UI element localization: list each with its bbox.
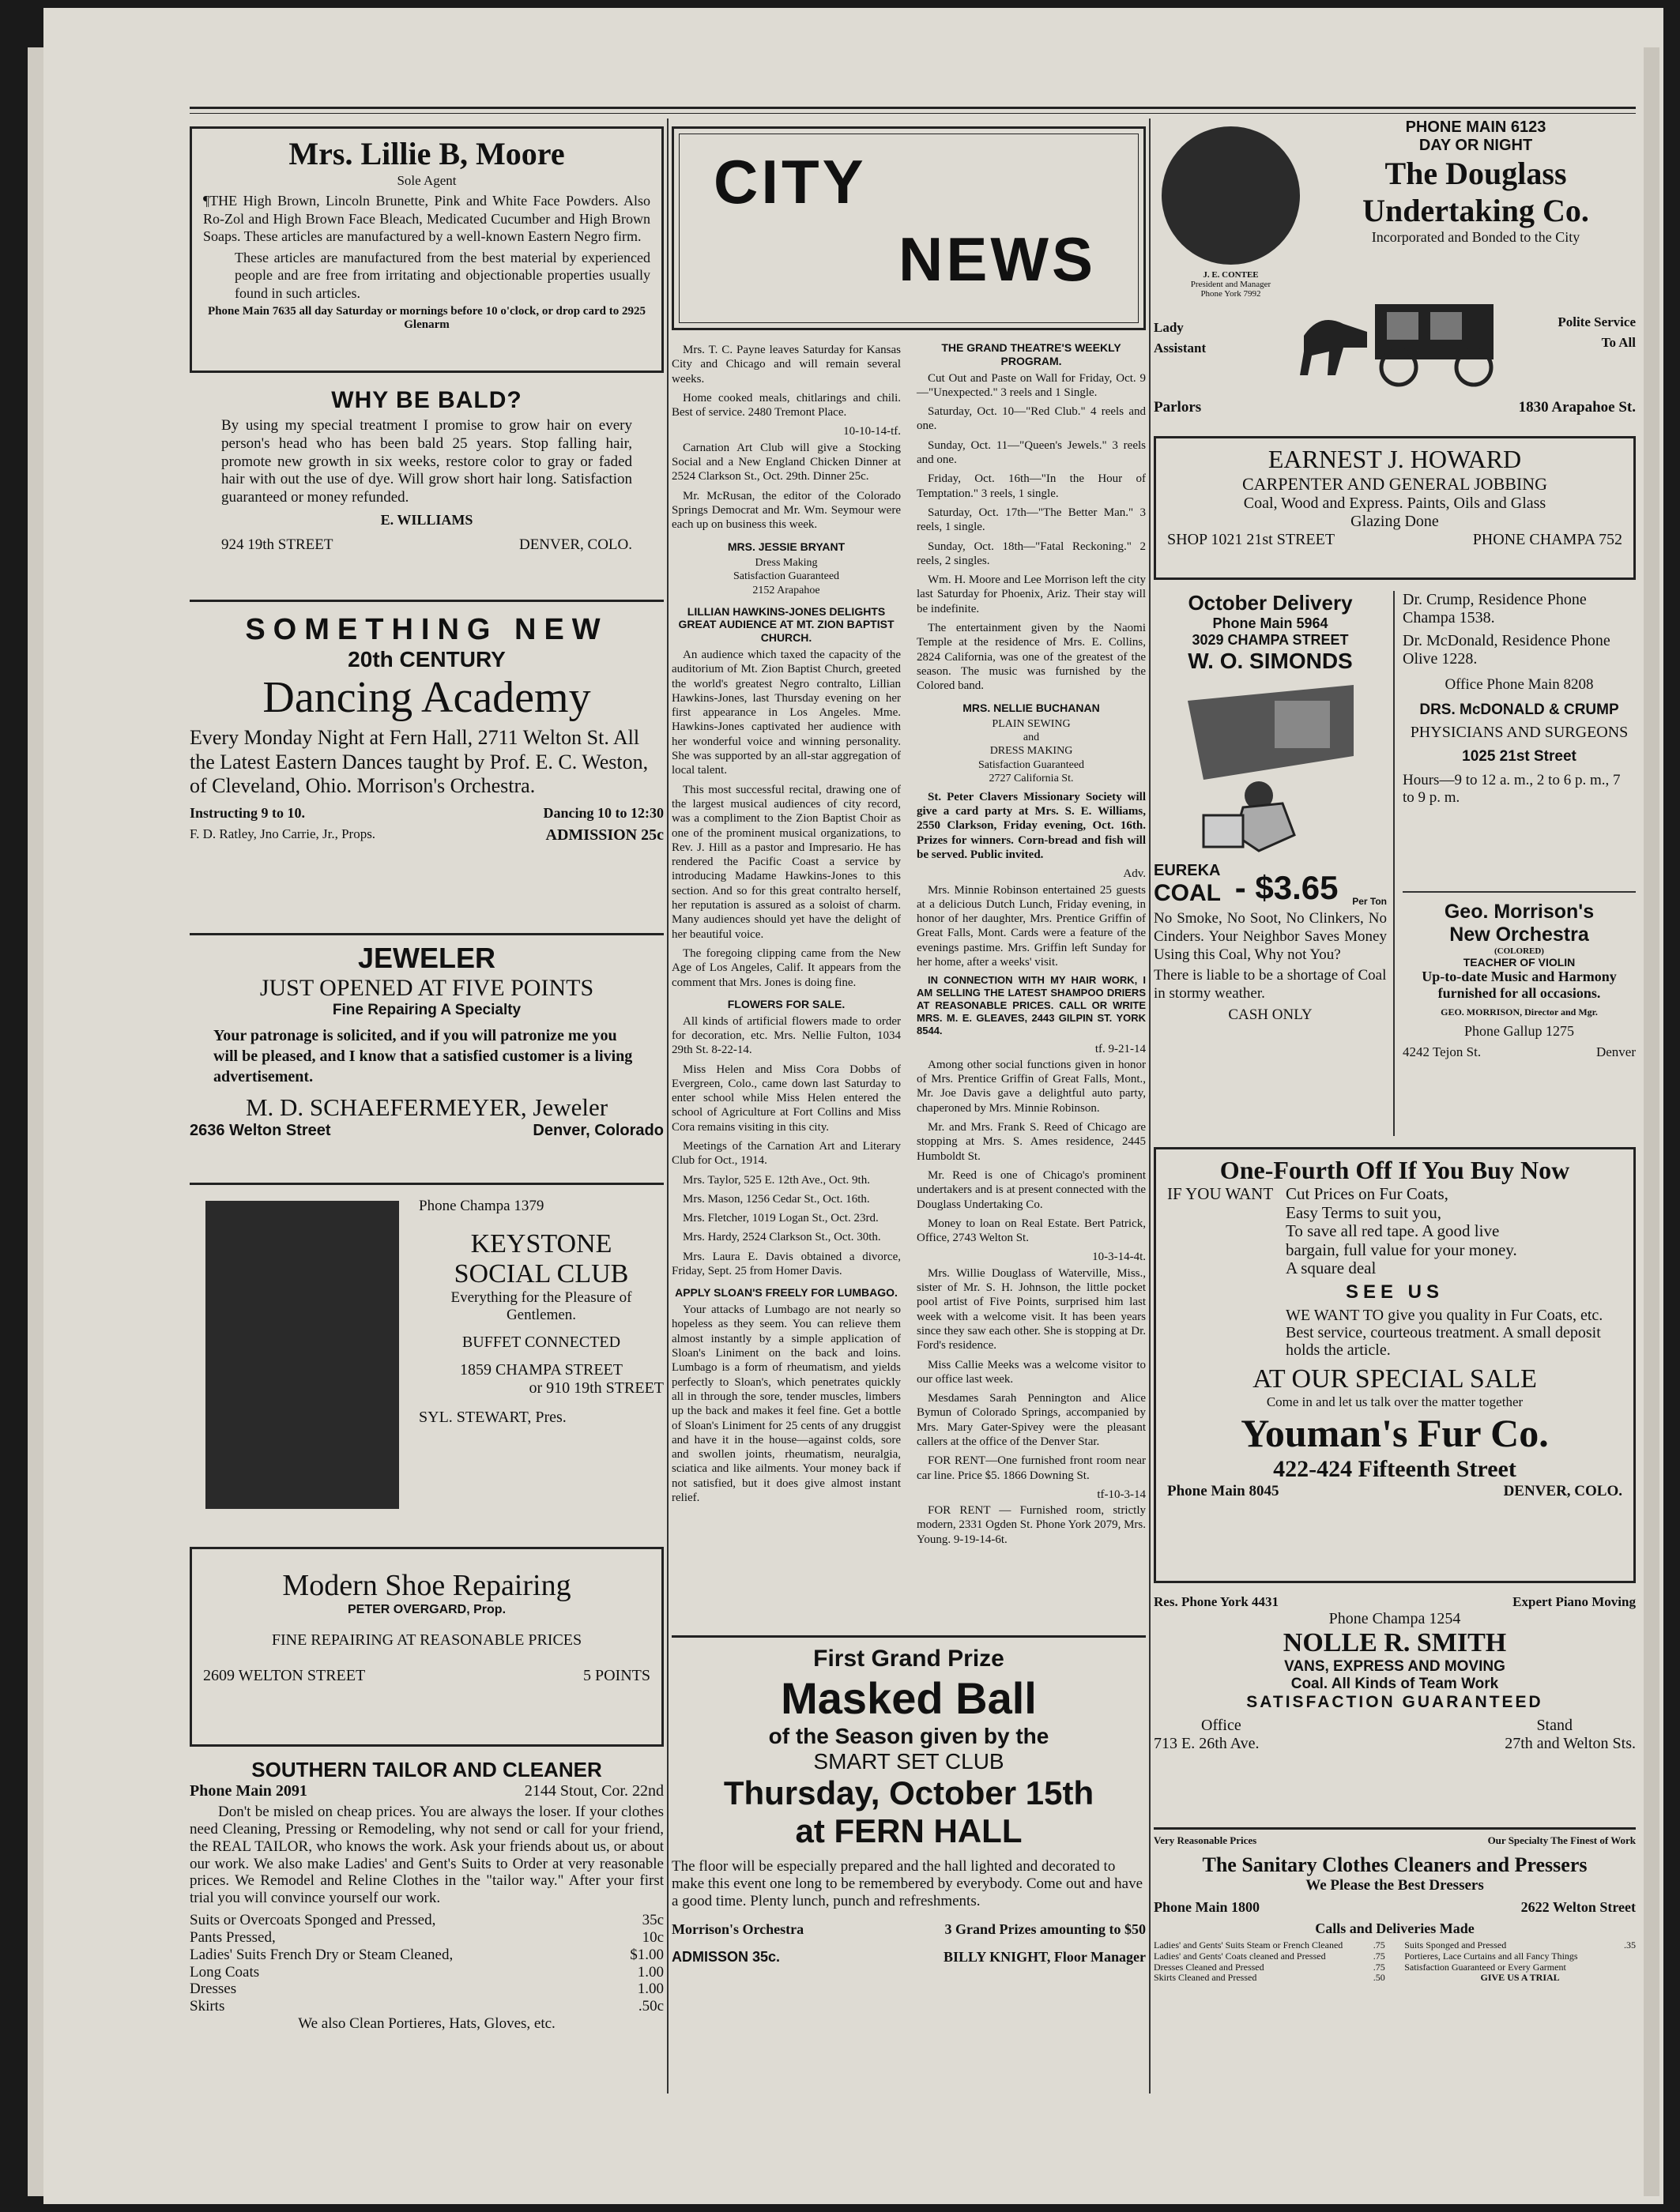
news-item: Sunday, Oct. 11—"Queen's Jewels." 3 reels and one. [917, 438, 1146, 467]
news-item: Mrs. Fletcher, 1019 Logan St., Oct. 23rd. [683, 1212, 879, 1225]
news-item: Meetings of the Carnation Art and Literary Club for Oct., 1914. [672, 1139, 901, 1168]
news-item-adv: Adv. [1123, 867, 1146, 881]
jeweler-opened: JUST OPENED AT FIVE POINTS [259, 975, 594, 1001]
ad-douglass [1154, 118, 1636, 427]
keystone-address-2: or 910 19th STREET [529, 1379, 664, 1397]
howard-jobbing: CARPENTER AND GENERAL JOBBING [1241, 474, 1548, 494]
ad-dance [190, 600, 664, 933]
top-rule-2 [190, 113, 1636, 114]
shoe-fine: FINE REPAIRING AT REASONABLE PRICES [271, 1631, 582, 1649]
tailor-price-row: Long Coats 1.00 [190, 1963, 664, 1981]
orchestra-address: 4242 Tejon St. [1403, 1044, 1482, 1059]
fur-phone: Phone Main 8045 [1167, 1482, 1279, 1499]
doctors-address: 1025 21st Street [1462, 748, 1576, 765]
fur-line: A square deal [1286, 1258, 1377, 1278]
dance-hours: Dancing 10 to 12:30 [543, 805, 664, 822]
news-item-date: tf. 9-21-14 [1094, 1042, 1146, 1055]
sanitary-address: 2622 Welton Street [1520, 1899, 1636, 1915]
shoe-points: 5 POINTS [582, 1667, 650, 1684]
howard-shop: SHOP 1021 21st STREET [1167, 531, 1335, 548]
bryant-line: Satisfaction Guaranteed [733, 570, 840, 583]
news-item: The foregoing clipping came from the New Age of Los Angeles, Calif. It appears from the comment that Mrs. Jones is doing fine. [672, 946, 901, 989]
fur-want: IF YOU WANT [1167, 1184, 1274, 1203]
jeweler-address: 2636 Welton Street [190, 1122, 331, 1139]
keystone-president: SYL. STEWART, Pres. [419, 1409, 567, 1426]
smith-office-address: 713 E. 26th Ave. [1154, 1735, 1260, 1752]
column-left [190, 126, 664, 2074]
fur-line: Cut Prices on Fur Coats, [1286, 1184, 1448, 1203]
contee-phone: Phone York 7992 [1200, 289, 1261, 299]
news-item: IN CONNECTION WITH MY HAIR WORK, I AM SELLING THE LATEST SHAMPOO DRIERS AT REASONABLE PRICES. CALL OR WRITE MRS. M. E. GLEAVES, 2443 GILPIN ST. YORK 8544. [917, 974, 1146, 1036]
news-column-b [917, 341, 1146, 1759]
sanitary-specialty: Our Specialty The Finest of Work [1487, 1834, 1636, 1846]
sanitary-price-row: Portieres, Lace Curtains and all Fancy Things [1404, 1950, 1578, 1962]
news-item: Home cooked meals, chitlarings and chili. Best of service. 2480 Tremont Place. [672, 391, 901, 419]
news-item: Mrs. Mason, 1256 Cedar St., Oct. 16th. [683, 1192, 870, 1206]
ball-title: Masked Ball [781, 1673, 1037, 1723]
simonds-name: W. O. SIMONDS [1188, 649, 1353, 673]
buchanan-name: MRS. NELLIE BUCHANAN [962, 701, 1100, 714]
tailor-price-row: Dresses 1.00 [190, 1981, 664, 1998]
news-item: Wm. H. Moore and Lee Morrison left the city last Saturday for Phoenix, Ariz. Their stay will be indefinite. [917, 574, 1146, 615]
news-item: Mesdames Sarah Pennington and Alice Bymun of Colorado Springs, accompanied by Mrs. Mary Gater-Spivey were the pleasant callers at the office of the Denver Star. [917, 1392, 1146, 1448]
buchanan-line: DRESS MAKING [989, 745, 1073, 758]
ball-prize: First Grand Prize [813, 1646, 1004, 1672]
news-item: Your attacks of Lumbago are not nearly so hopeless as they seem. You can relieve them almost instantly by a simple application of Sloan's Liniment on the back and loins. Lumbago is a form of rheumatism, and yields perfectly to Sloan's, which penetrates quickly all in through the sore, tender muscles, limbers up the back and makes it feel fine. Get a bottle of Sloan's Liniment for 25 cents of any druggist and have it in the house—against colds, sore and swollen joints, rheumatism, neuralgia, sciatica and like ailments. Your money back if not satisfied, but it does give almost instant relief. [672, 1304, 901, 1505]
tailor-address: 2144 Stout, Cor. 22nd [524, 1782, 664, 1800]
douglass-title-2: Undertaking Co. [1362, 193, 1589, 228]
news-item: Mrs. Taylor, 525 E. 12th Ave., Oct. 9th. [683, 1173, 870, 1187]
douglass-assistant: Assistant [1154, 340, 1207, 356]
tailor-price-row: Ladies' Suits French Dry or Steam Cleaned, $1.00 [190, 1946, 664, 1963]
sanitary-price-row: Satisfaction Guaranteed or Every Garment [1404, 1961, 1566, 1973]
tailor-phone: Phone Main 2091 [190, 1782, 307, 1800]
sanitary-phone: Phone Main 1800 [1154, 1899, 1260, 1915]
smith-office-label: Office [1201, 1717, 1241, 1734]
buchanan-line: PLAIN SEWING [992, 718, 1071, 731]
tailor-title: SOUTHERN TAILOR AND CLEANER [251, 1758, 602, 1781]
ball-manager: BILLY KNIGHT, Floor Manager [943, 1948, 1146, 1965]
orchestra-violin: TEACHER OF VIOLIN [1463, 956, 1576, 969]
dance-instruct: Instructing 9 to 10. [190, 805, 306, 822]
smith-name: NOLLE R. SMITH [1283, 1628, 1507, 1657]
doctor-mcdonald-phone: Dr. McDonald, Residence Phone Olive 1228. [1403, 632, 1610, 668]
ball-season: of the Season given by the [768, 1724, 1049, 1748]
fur-want-to: WE WANT TO give you quality in Fur Coats, etc. Best service, courteous treatment. A small deposit holds the article. [1286, 1306, 1603, 1360]
news-headline: APPLY SLOAN'S FREELY FOR LUMBAGO. [675, 1286, 898, 1300]
orchestra-director: GEO. MORRISON, Director and Mgr. [1441, 1006, 1598, 1018]
news-item: An audience which taxed the capacity of the auditorium of Mt. Zion Baptist Church, greeted the world's greatest Negro contralto, Lillian Hawkins-Jones, last Thursday evening on her first appearance in Los Angeles. Mme. Hawkins-Jones captivated her audience with her wonderful voice and winning personality. She was supported by an all-star aggregation of local talent. [672, 648, 901, 777]
bryant-line: 2152 Arapahoe [752, 584, 820, 596]
howard-name: EARNEST J. HOWARD [1268, 445, 1522, 473]
ad-masked-ball [672, 1635, 1146, 2120]
ad-bald [190, 384, 664, 600]
news-item: Mrs. Minnie Robinson entertained 25 guests at a delicious Dutch Lunch, Friday evening, in honor of her daughter, Mrs. Prentice Griffin of Great Falls, Mont. Cards were a feature of the evenings pastime. Mrs. Griffin left Sunday for her home, after a weeks' visit. [917, 883, 1146, 969]
ball-admission: ADMISSON 35c. [672, 1948, 781, 1965]
ad-simonds [1154, 591, 1395, 1136]
orchestra-title: New Orchestra [1449, 924, 1589, 946]
fur-city: DENVER, COLO. [1503, 1482, 1622, 1499]
news-item: Sunday, Oct. 18th—"Fatal Reckoning." 2 reels, 2 singles. [917, 540, 1146, 567]
simonds-phone: Phone Main 5964 [1212, 615, 1328, 631]
ad-smith [1154, 1594, 1636, 1827]
sanitary-price-row: Suits Sponged and Pressed .35 [1404, 1939, 1636, 1951]
doctors-name: DRS. McDONALD & CRUMP [1419, 702, 1619, 718]
ad-moore [190, 126, 664, 373]
doctors-hours: Hours—9 to 12 a. m., 2 to 6 p. m., 7 to 9 p. m. [1403, 772, 1621, 806]
dance-headline: SOMETHING NEW [245, 613, 608, 646]
city-news-masthead [672, 126, 1146, 330]
news-item: Mr. McRusan, the editor of the Colorado Springs Democrat and Mr. Wm. Seymour were each up on business this week. [672, 489, 901, 532]
moore-agent: Sole Agent [397, 173, 457, 188]
doctors-office-phone: Office Phone Main 8208 [1445, 676, 1594, 693]
ad-shoe [190, 1547, 664, 1747]
news-word: NEWS [898, 224, 1096, 294]
news-headline: LILLIAN HAWKINS-JONES DELIGHTS GREAT AUDIENCE AT MT. ZION BAPTIST CHURCH. [678, 604, 895, 645]
fur-address: 422-424 Fifteenth Street [1273, 1455, 1516, 1482]
column-rule-1 [667, 118, 669, 2094]
bryant-line: Dress Making [755, 557, 818, 570]
contee-portrait [1162, 126, 1300, 265]
simonds-october: October Delivery [1188, 591, 1353, 615]
tailor-price-row: Skirts .50c [190, 1998, 664, 2015]
douglass-parlors: Parlors [1154, 399, 1202, 416]
column-middle [672, 126, 1146, 1759]
smith-coal: Coal. All Kinds of Team Work [1290, 1676, 1499, 1692]
smith-stand-address: 27th and Welton Sts. [1505, 1735, 1636, 1752]
tailor-footer: We also Clean Portieres, Hats, Gloves, etc. [298, 2015, 556, 2033]
ad-tailor [190, 1758, 664, 2074]
news-item-date: tf-10-3-14 [1097, 1488, 1146, 1501]
news-item: Mrs. Hardy, 2524 Clarkson St., Oct. 30th. [683, 1231, 881, 1244]
news-item: Mrs. Willie Douglass of Waterville, Miss., sister of Mr. S. H. Johnson, the little pocket pool artist of Five Points, surprised him last week with a welcome visit. It has been years since they saw each other. She is stopping at Dr. Ford's residence. [917, 1266, 1146, 1352]
bryant-name: MRS. JESSIE BRYANT [727, 540, 846, 553]
smith-satisfaction: SATISFACTION GUARANTEED [1246, 1693, 1543, 1711]
contee-role: President and Manager [1190, 280, 1271, 290]
sanitary-trial: GIVE US A TRIAL [1480, 1972, 1560, 1984]
simonds-eureka: EUREKA [1154, 862, 1221, 879]
dance-title: Dancing Academy [262, 673, 591, 722]
coal-cart-icon [1156, 677, 1385, 859]
douglass-address: 1830 Arapahoe St. [1518, 399, 1636, 416]
douglass-day: DAY OR NIGHT [1418, 137, 1533, 154]
column-right [1154, 118, 1636, 2056]
news-item: Mr. Reed is one of Chicago's prominent undertakers and is at present connected with the Douglass Undertaking Co. [917, 1168, 1146, 1211]
simonds-address: 3029 CHAMPA STREET [1192, 632, 1349, 648]
news-item: St. Peter Clavers Missionary Society will give a card party at Mrs. S. E. Williams, 2550 Clarkson, Friday evening, Oct. 16th. Prizes for winners. Corn-bread and fish will be served. Public invited. [917, 790, 1146, 861]
buchanan-line: 2727 California St. [989, 772, 1074, 784]
page-edge-left [28, 47, 43, 2196]
douglass-phone: PHONE MAIN 6123 [1405, 118, 1546, 136]
news-item: Carnation Art Club will give a Stocking Social and a New England Chicken Dinner at 2524 Clarkson St., Oct. 29th. Dinner 25c. [672, 441, 901, 483]
fur-line: Easy Terms to suit you, [1286, 1202, 1442, 1222]
tailor-price-row: Suits or Overcoats Sponged and Pressed, 35c [190, 1912, 664, 1929]
simonds-cash: CASH ONLY [1228, 1006, 1313, 1023]
ball-date: Thursday, October 15th [723, 1774, 1094, 1811]
shoe-address: 2609 WELTON STREET [203, 1667, 366, 1684]
ball-body: The floor will be especially prepared and the hall lighted and decorated to make this event one long to be remembered by everybody. Come out and have a good time. Plenty lunch, punch and refreshments. [672, 1858, 1143, 1909]
sanitary-please: We Please the Best Dressers [1305, 1877, 1484, 1894]
sanitary-calls: Calls and Deliveries Made [1315, 1920, 1475, 1936]
orchestra-colored: (COLORED) [1494, 946, 1544, 956]
shoe-prop: PETER OVERGARD, Prop. [347, 1603, 507, 1616]
fur-come-in: Come in and let us talk over the matter together [1266, 1394, 1524, 1409]
fur-see-us: SEE US [1345, 1281, 1445, 1303]
smith-res-phone: Res. Phone York 4431 [1154, 1594, 1279, 1609]
sanitary-price-row: Skirts Cleaned and Pressed .50 [1154, 1972, 1385, 1984]
douglass-incorporated: Incorporated and Bonded to the City [1371, 229, 1580, 245]
bald-name: E. WILLIAMS [380, 511, 473, 528]
news-item: FOR RENT—One furnished front room near car line. Price $5. 1866 Downing St. [917, 1454, 1146, 1482]
smith-vans: VANS, EXPRESS AND MOVING [1284, 1658, 1505, 1675]
dance-century: 20th CENTURY [348, 647, 506, 672]
news-item: Miss Helen and Miss Cora Dobbs of Evergreen, Colo., came down last Saturday to enter school while Miss Helen entered the school of Agriculture at Fort Collins and Miss Cora remains visiting in this city. [672, 1063, 901, 1134]
ball-orchestra: Morrison's Orchestra [672, 1920, 804, 1937]
ad-youman-fur [1154, 1147, 1636, 1583]
news-column-a [672, 341, 901, 1759]
tailor-body: Don't be misled on cheap prices. You are always the loser. If your clothes need Cleaning, Pressing or Remodeling, why not send or call for your friend, the REAL TAILOR, who knows the work. Ask your friends about us, or about our work. We also make Ladies' and Gent's Suits to Order at very reasonable prices. We Remodel and Reline Clothes in the "tailor way." After your first trial you will convince yourself our work. [190, 1804, 664, 1907]
simonds-per-ton: Per Ton [1352, 896, 1387, 907]
news-item-date: 10-3-14-4t. [1092, 1251, 1146, 1264]
news-item: Mrs. Laura E. Davis obtained a divorce, Friday, Sept. 25 from Homer Davis. [672, 1250, 901, 1278]
page-edge-right [1644, 47, 1659, 2196]
top-rule [190, 107, 1636, 109]
smith-expert: Expert Piano Moving [1512, 1594, 1636, 1609]
jeweler-city: Denver, Colorado [533, 1122, 664, 1139]
ad-doctors [1403, 591, 1636, 893]
news-item: Cut Out and Paste on Wall for Friday, Oct. 9—"Unexpected." 3 reels and 1 Single. [917, 371, 1146, 399]
ad-keystone [190, 1183, 664, 1540]
ball-prizes: 3 Grand Prizes amounting to $50 [944, 1920, 1146, 1937]
dance-props: F. D. Ratley, Jno Carrie, Jr., Props. [190, 826, 376, 842]
sanitary-prices: Very Reasonable Prices [1154, 1834, 1257, 1846]
bald-address: 924 19th STREET [221, 536, 333, 553]
news-item: Mrs. T. C. Payne leaves Saturday for Kansas City and Chicago and will remain several weeks. [672, 344, 901, 386]
news-item: All kinds of artificial flowers made to order for decoration, etc. Mrs. Nellie Fulton, 1034 29th St. 8-22-14. [672, 1014, 901, 1057]
sanitary-price-row: Ladies' and Gents' Suits Steam or French Cleaned .75 [1154, 1939, 1385, 1951]
keystone-portrait [205, 1201, 399, 1509]
ad-sanitary [1154, 1827, 1636, 2056]
news-item: Mr. and Mrs. Frank S. Reed of Chicago are stopping at Mrs. S. Ames residence, 2445 Humboldt St. [917, 1121, 1146, 1163]
news-item: Saturday, Oct. 10—"Red Club." 4 reels and one. [917, 405, 1146, 433]
smith-champa: Phone Champa 1254 [1328, 1610, 1461, 1627]
doctors-title: PHYSICIANS AND SURGEONS [1410, 724, 1629, 741]
moore-text-2: These articles are manufactured from the best material by experienced people and are free from irritating and objectionable properties usually found in such articles. [235, 249, 650, 301]
moore-name: Mrs. Lillie B, Moore [288, 136, 565, 171]
jeweler-body: Your patronage is solicited, and if you will patronize me you will be pleased, and I know that a satisfied customer is a living advertisement. [213, 1027, 633, 1085]
simonds-shortage: There is liable to be a shortage of Coal in stormy weather. [1154, 967, 1387, 1003]
jeweler-name: M. D. SCHAEFERMEYER, Jeweler [245, 1093, 608, 1121]
city-word: CITY [714, 147, 867, 216]
news-item: This most successful recital, drawing one of the largest musical audiences of city record, was a compliment to the Zion Baptist Choir as one of the prominent musical organizations, to Rev. J. Hill as a pastor and Impresario. He has rendered the Pacific Coast a service by introducing Madame Hawkins-Jones to this section. And so for this great contralto herself, her reputation is assured as a soloist of charm. Many audiences should yet have the delight of her beautiful voice. [672, 783, 901, 941]
keystone-title-2: SOCIAL CLUB [454, 1259, 629, 1288]
howard-glazing: Glazing Done [1350, 513, 1439, 530]
news-item: Money to loan on Real Estate. Bert Patrick, Office, 2743 Welton St. [917, 1217, 1146, 1245]
tailor-price-list [190, 1912, 664, 2015]
orchestra-name: Geo. Morrison's [1444, 901, 1595, 923]
simonds-body: No Smoke, No Soot, No Clinkers, No Cinders. Your Neighbor Saves Money Using this Coal, Why not You? [1154, 910, 1387, 963]
dance-body: Every Monday Night at Fern Hall, 2711 Welton St. All the Latest Eastern Dances taught by Prof. E. C. Weston, of Cleveland, Ohio. Morrison's Orchestra. [190, 726, 649, 798]
news-item: Friday, Oct. 16th—"In the Hour of Temptation." 3 reels, 1 single. [917, 472, 1146, 500]
moore-text-1: ¶THE High Brown, Lincoln Brunette, Pink and White Face Powders. Also Ro-Zol and High Brown Face Bleach, Medicated Cucumber and High Brown Soaps. These articles are manufactured by a well-known Eastern Negro firm. [203, 193, 650, 245]
keystone-phone: Phone Champa 1379 [419, 1198, 544, 1214]
ad-howard [1154, 436, 1636, 580]
bald-body: By using my special treatment I promise to grow hair on every person's head who has been bald 25 years. Stop falling hair, promote new growth in six weeks, restore color to gray or faded hair with out the use of dye. Will grow short hair long. Satisfaction guaranteed or money refunded. [221, 417, 632, 506]
bald-city: DENVER, COLO. [518, 536, 632, 553]
moore-phone: Phone Main 7635 all day Saturday or mornings before 10 o'clock, or drop card to 2925 Glenarm [208, 305, 646, 332]
hearse-icon [1280, 288, 1509, 391]
shoe-title: Modern Shoe Repairing [282, 1569, 571, 1602]
keystone-pleasure: Everything for the Pleasure of Gentlemen. [450, 1289, 632, 1323]
orchestra-phone: Phone Gallup 1275 [1464, 1023, 1574, 1039]
news-item-date: 10-10-14-tf. [843, 425, 901, 438]
douglass-toall: To All [1601, 335, 1636, 350]
jeweler-title: JEWELER [357, 942, 496, 974]
news-item: Miss Callie Meeks was a welcome visitor to our office last week. [917, 1358, 1146, 1386]
sanitary-price-row: Ladies' and Gents' Coats cleaned and Pressed .75 [1154, 1950, 1385, 1962]
orchestra-city: Denver [1595, 1044, 1636, 1059]
dance-admission: ADMISSION 25c [545, 826, 664, 845]
contee-name: J. E. CONTEE [1203, 270, 1259, 280]
ad-orchestra [1403, 893, 1636, 1060]
douglass-title-1: The Douglass [1384, 156, 1567, 191]
tailor-price-row: Pants Pressed, 10c [190, 1928, 664, 1946]
buchanan-line: and [1023, 732, 1040, 744]
sanitary-name: The Sanitary Clothes Cleaners and Pressers [1202, 1853, 1588, 1876]
news-item: FOR RENT — Furnished room, strictly modern, 2331 Ogden St. Phone York 2079, Mrs. Young. 9-19-14-6t. [917, 1504, 1147, 1546]
simonds-coal: COAL [1154, 880, 1221, 906]
simonds-price: - $3.65 [1234, 869, 1339, 906]
buchanan-line: Satisfaction Guaranteed [977, 758, 1085, 771]
ball-venue: at FERN HALL [795, 1812, 1023, 1849]
fur-company: Youman's Fur Co. [1241, 1410, 1549, 1455]
fur-line: To save all red tape. A good live bargain, full value for your money. [1286, 1221, 1517, 1259]
smith-stand-label: Stand [1536, 1717, 1573, 1734]
ad-jeweler [190, 933, 664, 1183]
keystone-address-1: 1859 CHAMPA STREET [460, 1361, 623, 1379]
column-rule-2 [1149, 118, 1151, 2094]
bald-title: WHY BE BALD? [331, 387, 522, 413]
fur-sale: AT OUR SPECIAL SALE [1252, 1364, 1537, 1394]
ball-club: SMART SET CLUB [813, 1749, 1004, 1774]
news-item: Among other social functions given in honor of Mrs. Prentice Griffin of Great Falls, Mont., Mr. Joe Davis gave a delightful auto party, chaperoned by Mrs. Minnie Robinson. [917, 1058, 1146, 1115]
news-headline: FLOWERS FOR SALE. [727, 997, 846, 1010]
orchestra-music: Up-to-date Music and Harmony furnished for all occasions. [1422, 969, 1617, 1001]
keystone-title-1: KEYSTONE [470, 1229, 612, 1258]
howard-phone: PHONE CHAMPA 752 [1472, 531, 1622, 548]
doctor-crump-phone: Dr. Crump, Residence Phone Champa 1538. [1403, 591, 1587, 626]
fur-title: One-Fourth Off If You Buy Now [1219, 1156, 1570, 1184]
news-headline: THE GRAND THEATRE'S WEEKLY PROGRAM. [941, 341, 1121, 367]
douglass-lady: Lady [1154, 320, 1184, 335]
news-item: Saturday, Oct. 17th—"The Better Man." 3 reels, 1 single. [917, 506, 1146, 534]
jeweler-specialty: Fine Repairing A Specialty [332, 1002, 522, 1018]
news-item: The entertainment given by the Naomi Temple at the residence of Mrs. E. Collins, 2824 California, was one of the greatest of the season. The music was furnished by the Colored band. [917, 622, 1146, 693]
sanitary-price-row: Dresses Cleaned and Pressed .75 [1154, 1961, 1385, 1973]
douglass-polite: Polite Service [1558, 314, 1636, 329]
keystone-buffet: BUFFET CONNECTED [461, 1334, 621, 1351]
howard-coal: Coal, Wood and Express. Paints, Oils and Glass [1243, 495, 1546, 512]
